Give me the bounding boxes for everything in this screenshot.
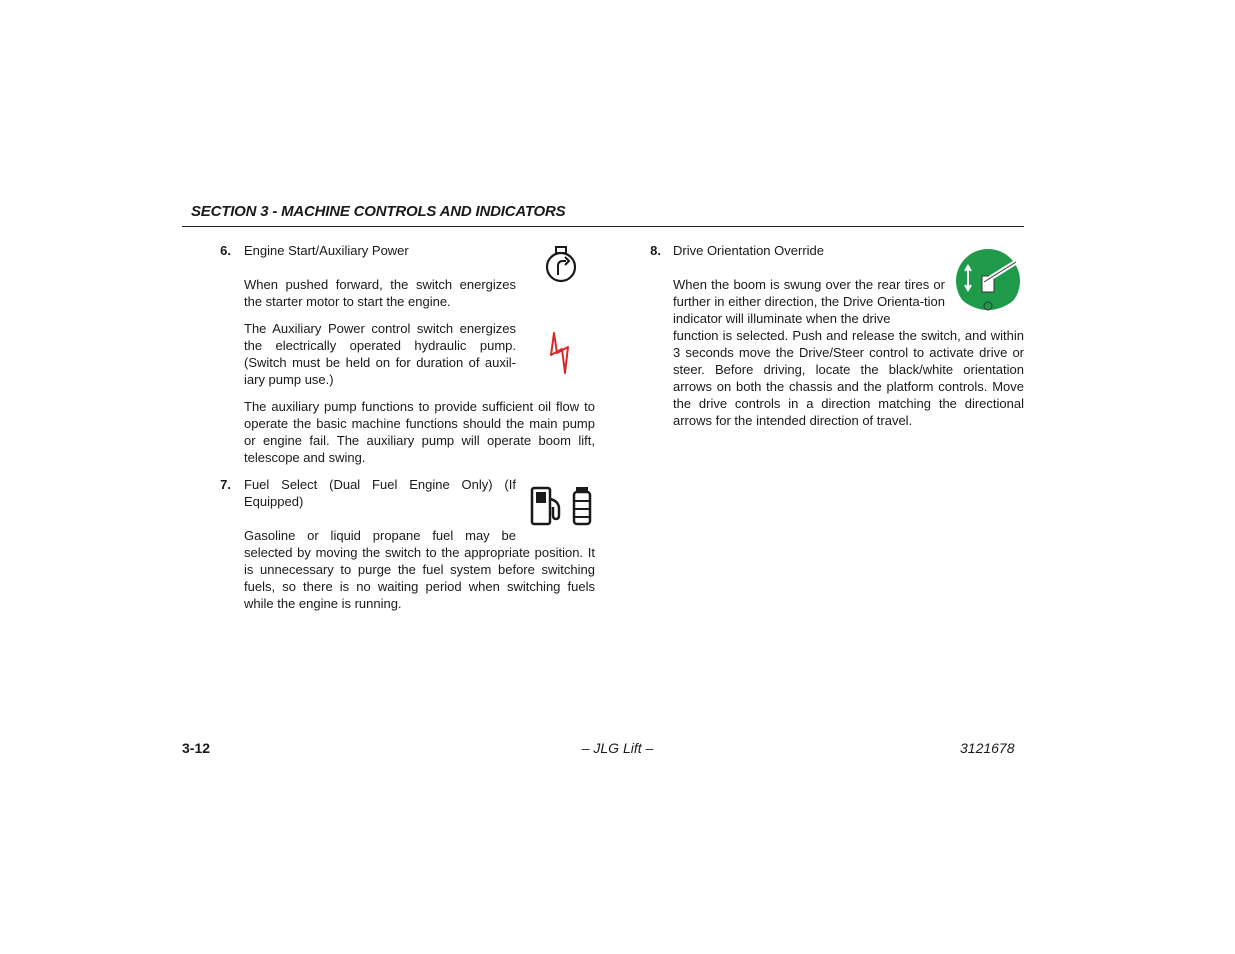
item-6-title: Engine Start/Auxiliary Power [244,243,409,258]
lightning-bolt-icon [548,331,572,375]
item-8-para-1b: function is selected. Push and release the switch, and within 3 seconds move the Drive/Steer control to activate drive or steer. Before driving, locate the black/white orientation arrows on both the chassis and the platform controls. Move the drive controls in a direction matching the directional arrows for the intended direction of travel. [673,328,1024,428]
item-7-para-1a: Gasoline or liquid propane fuel may be [244,528,516,543]
header-rule [182,226,1024,227]
footer-page-number: 3-12 [182,740,211,756]
drive-orientation-icon [954,248,1022,318]
item-6-para-3: The auxiliary pump functions to provide sufficient oil flow to operate the basic machine functions should the main pump or engine fail. The auxiliary pump will operate boom lift, telescope and swing. [244,399,595,465]
section-title: SECTION 3 - MACHINE CONTROLS AND INDICATORS [191,203,566,220]
item-6-para-1: When pushed forward, the switch energizes the starter motor to start the engine. [244,277,516,309]
footer-doc-number: 3121678 [960,740,1015,756]
item-8-para-1a: When the boom is swung over the rear tires or further in either direction, the Drive Orienta-tion indicator will illuminate when the drive [673,277,945,326]
item-8-title: Drive Orientation Override [673,243,824,258]
gas-pump-icon [529,485,565,527]
item-7-para-1b: selected by moving the switch to the appropriate position. It is unnecessary to purge the fuel system before switching fuels, so there is no waiting period when switching fuels while the engine is running. [244,545,595,611]
propane-tank-icon [571,485,593,527]
engine-start-icon [544,245,578,285]
item-6-number: 6. [220,243,231,258]
item-6-para-2: The Auxiliary Power control switch energizes the electrically operated hydraulic pump. (Switch must be held on for duration of auxil-iary pump use.) [244,321,516,387]
item-7-number: 7. [220,477,231,492]
item-7-title: Fuel Select (Dual Fuel Engine Only) (If Equipped) [244,477,516,509]
item-8-number: 8. [650,243,661,258]
footer-title: – JLG Lift – [581,740,654,756]
